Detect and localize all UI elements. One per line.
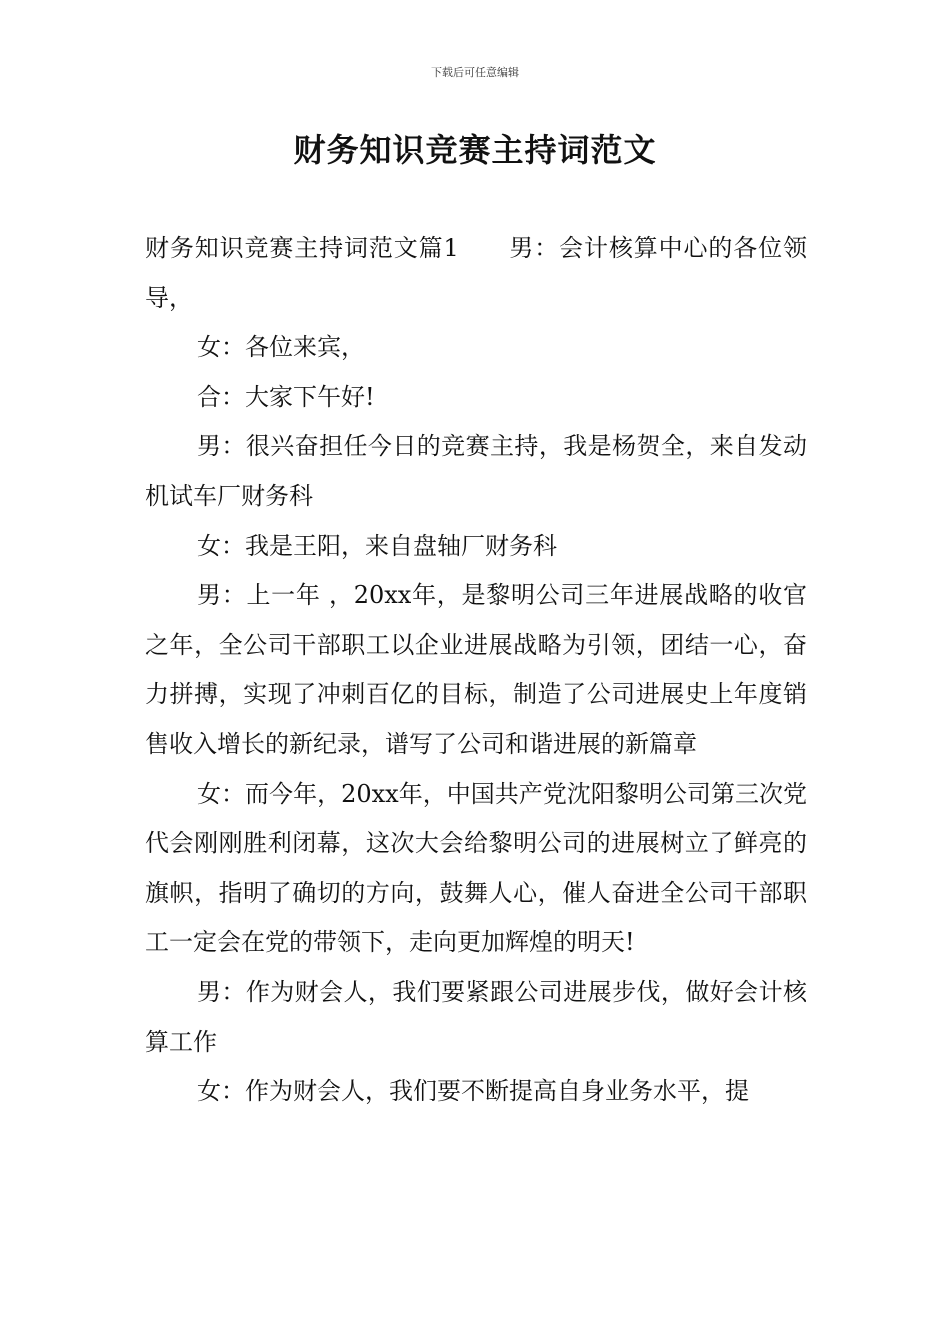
paragraph-female-intro: 女：我是王阳，来自盘轴厂财务科 (197, 531, 557, 560)
paragraph-male-intro: 男：很兴奋担任今日的竞赛主持，我是杨贺全，来自发动机试车厂财务科 (145, 432, 807, 510)
paragraph-joint-greeting: 合：大家下午好! (197, 382, 375, 411)
page-header-note: 下载后可任意编辑 (431, 66, 519, 79)
paragraph-female-greeting: 女：各位来宾， (197, 333, 365, 362)
document-body (145, 224, 807, 1117)
paragraph-male-accounting: 男：作为财会人，我们要紧跟公司进展步伐，做好会计核算工作 (145, 977, 807, 1056)
document-title: 财务知识竞赛主持词范文 (293, 131, 657, 169)
paragraph-female-congress: 女：而今年，20xx年，中国共产党沈阳黎明公司第三次党代会刚刚胜利闭幕，这次大会给黎明公司的进展树立了鲜亮的旗帜，指明了确切的方向，鼓舞人心，催人奋进全公司干部职工一定会在党的带领下，走向更加辉煌的明天! (145, 779, 807, 957)
paragraph-female-improve: 女：作为财会人，我们要不断提高自身业务水平，提 (197, 1077, 749, 1106)
paragraph-opening: 财务知识竞赛主持词范文篇1 男：会计核算中心的各位领导， (145, 234, 807, 312)
paragraph-male-review: 男：上一年 ，20xx年，是黎明公司三年进展战略的收官之年，全公司干部职工以企业进展战略为引领，团结一心，奋力拼搏，实现了冲刺百亿的目标，制造了公司进展史上年度销售收入增长的新纪录，谱写了公司和谐进展的新篇章 (145, 581, 807, 758)
